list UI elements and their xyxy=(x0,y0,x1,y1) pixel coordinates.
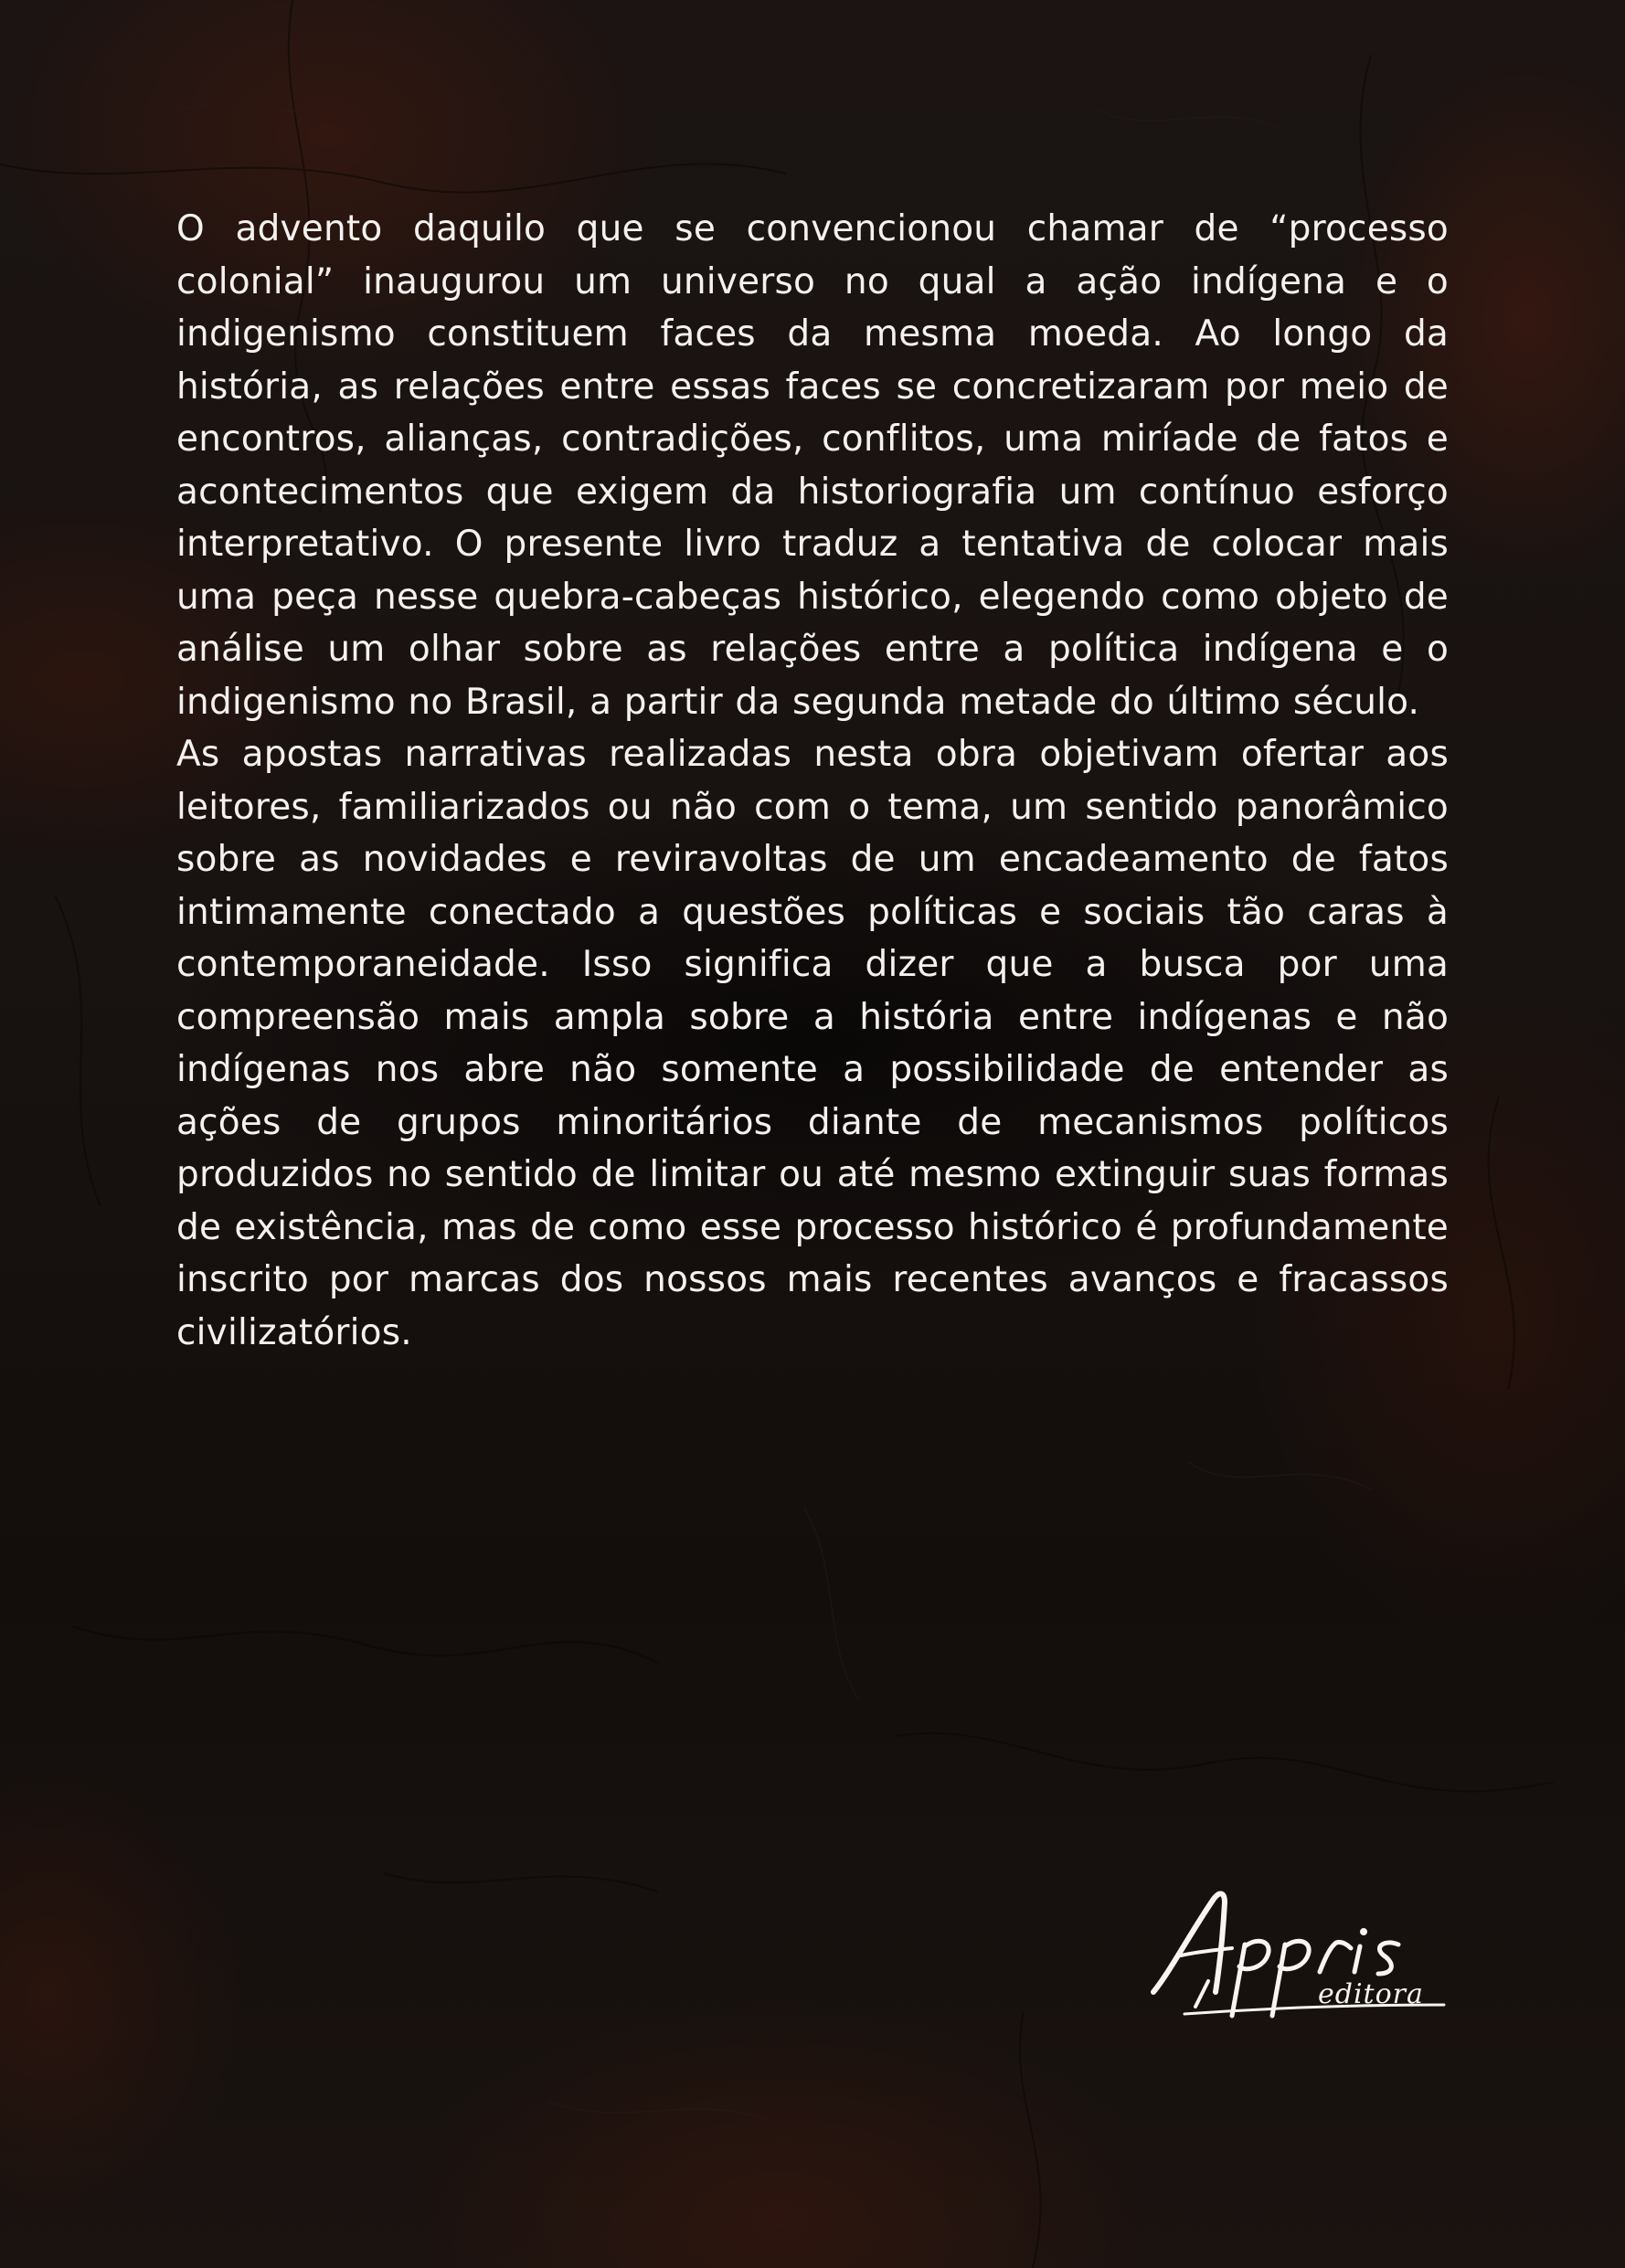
logo-subtitle-text: editora xyxy=(1318,1978,1424,2010)
blurb-paragraph-1: O advento daquilo que se convencionou chamar de “processo colonial” inaugurou um universo no qual a ação indígena e o indigenismo constituem faces da mesma moeda. Ao longo da história, as relações entre essas faces se concretizaram por meio de encontros, alianças, contradições, conflitos, uma miríade de fatos e acontecimentos que exigem da historiografia um contínuo esforço interpretativo. O presente livro traduz a tentativa de colocar mais uma peça nesse quebra-cabeças histórico, elegendo como objeto de análise um olhar sobre as relações entre a política indígena e o indigenismo no Brasil, a partir da segunda metade do último século. xyxy=(176,208,1449,723)
blurb-paragraph-2: As apostas narrativas realizadas nesta obra objetivam ofertar aos leitores, familiarizados ou não com o tema, um sentido panorâmico sobre as novidades e reviravoltas de um encadeamento de fatos intimamente conectado a questões políticas e sociais tão caras à contemporaneidade. Isso significa dizer que a busca por uma compreensão mais ampla sobre a história entre indígenas e não indígenas nos abre não somente a possibilidade de entender as ações de grupos minoritários diante de mecanismos políticos produzidos no sentido de limitar ou até mesmo extinguir suas formas de existência, mas de como esse processo histórico é profundamente inscrito por marcas dos nossos mais recentes avanços e fracassos civilizatórios. xyxy=(176,734,1449,1353)
back-cover-blurb xyxy=(176,203,1449,1359)
appris-editora-logo xyxy=(1124,1881,1471,2045)
